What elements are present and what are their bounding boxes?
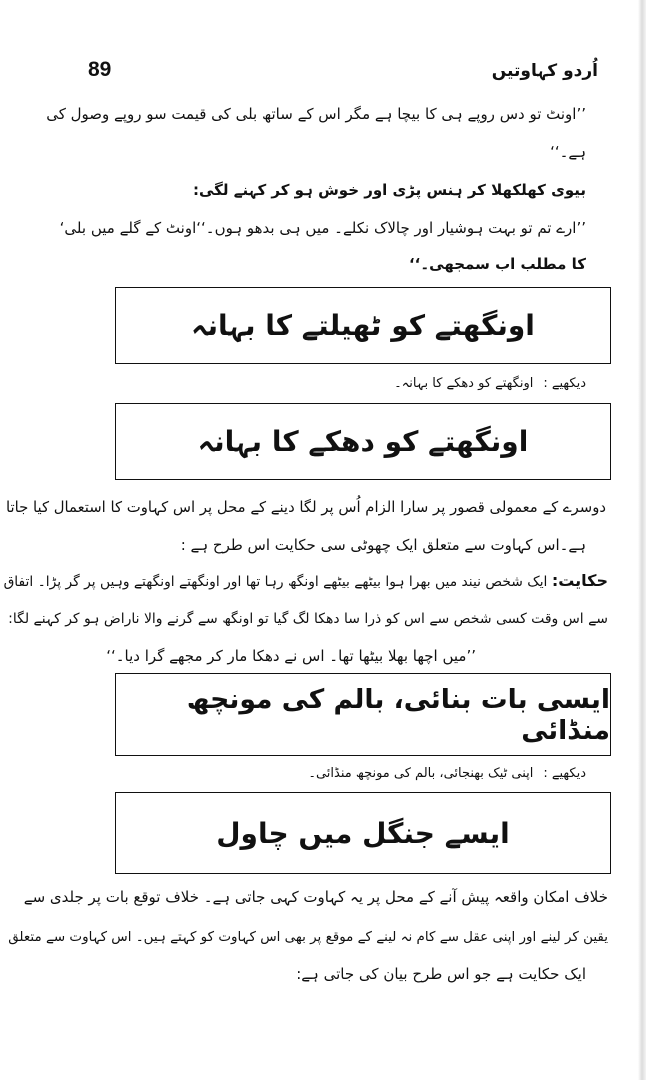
paragraph-line: یقین کر لینے اور اپنی عقل سے کام نہ لینے کے موقع پر بھی اس کہاوت کو کہتے ہیں۔ اس کہاوت سے متعلق [8, 929, 608, 945]
proverb-heading-box [115, 792, 611, 874]
see-also-text: اونگھتے کو دھکے کا بہانہ۔ [394, 376, 534, 391]
proverb-heading: ایسی بات بنائی، بالم کی مونچھ منڈائی [186, 683, 610, 746]
story-text: ایک شخص نیند میں بھرا ہوا بیٹھے بیٹھے اونگھ رہا تھا اور اونگھتے اونگھتے وہیں پر گر پڑا۔ اتفاق [3, 574, 548, 590]
book-title-header: اُردو کہاوتیں [491, 61, 598, 81]
see-also-text: اپنی ٹیک بھنجائی، بالم کی مونچھ منڈائی۔ [308, 766, 534, 781]
page-edge [638, 0, 646, 1080]
paragraph-line: بیوی کھلکھلا کر ہنس پڑی اور خوش ہو کر کہنے لگی: [193, 181, 586, 199]
see-also-label: دیکھیے : [543, 766, 586, 781]
page-number: 89 [88, 58, 112, 81]
paragraph-line: ہے۔‘‘ [550, 143, 586, 161]
paragraph-line: خلاف امکان واقعہ پیش آنے کے محل پر یہ کہاوت کہی جاتی ہے۔ خلاف توقع بات پر جلدی سے [23, 888, 608, 906]
paragraph-line: سے اس وقت کسی شخص سے اس کو ذرا سا دھکا لگ گیا تو اونگھ سے گرنے والا ناراض ہو کر کہنے لگا: [8, 611, 608, 627]
paragraph-line: ایک حکایت ہے جو اس طرح بیان کی جاتی ہے: [296, 965, 586, 983]
see-also [394, 372, 586, 396]
paragraph-line: ’’میں اچھا بھلا بیٹھا تھا۔ اس نے دھکا مار کر مجھے گرا دیا۔‘‘ [106, 647, 476, 665]
proverb-heading-box [115, 287, 611, 364]
story-label: حکایت: [551, 571, 608, 590]
proverb-heading: ایسے جنگل میں چاول [216, 816, 510, 850]
see-also-label: دیکھیے : [543, 376, 586, 391]
paragraph-line: دوسرے کے معمولی قصور پر سارا الزام اُس پر لگا دینے کے محل پر اس کہاوت کا استعمال کیا جاتا [5, 499, 606, 516]
paragraph-line: ’’ارے تم تو بہت ہوشیار اور چالاک نکلے۔ میں ہی بدھو ہوں۔‘‘اونٹ کے گلے میں بلی‘ [59, 219, 586, 237]
proverb-heading-box [115, 673, 611, 756]
paragraph-line: ’’اونٹ تو دس روپے ہی کا بیچا ہے مگر اس کے ساتھ بلی کی قیمت سو روپے وصول کی [46, 105, 586, 123]
proverb-heading: اونگھتے کو دھکے کا بہانہ [197, 425, 529, 458]
paragraph-line: ہے۔اس کہاوت سے متعلق ایک چھوٹی سی حکایت اس طرح ہے : [180, 536, 586, 554]
proverb-heading-box [115, 403, 611, 480]
proverb-heading: اونگھتے کو ٹھیلتے کا بہانہ [191, 309, 535, 342]
paragraph-line [4, 569, 608, 594]
paragraph-line: کا مطلب اب سمجھی۔‘‘ [408, 255, 586, 273]
see-also [308, 762, 586, 786]
